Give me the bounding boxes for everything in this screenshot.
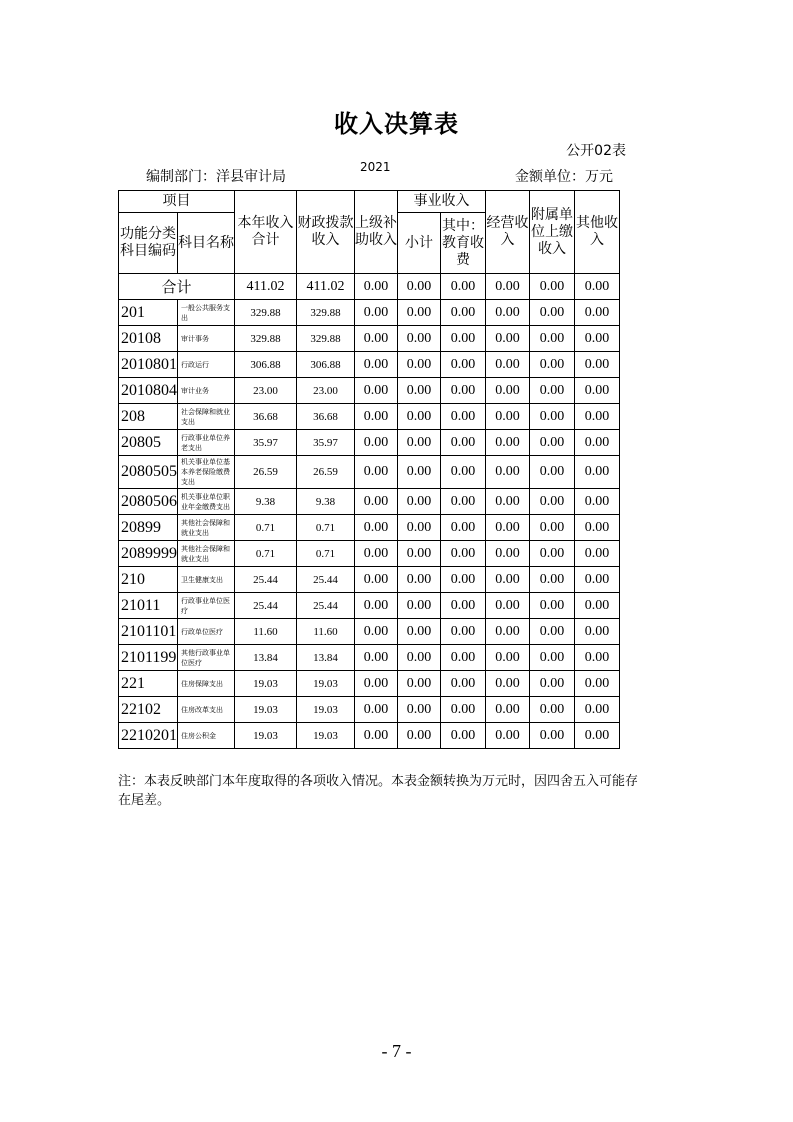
row-value: 0.00 xyxy=(398,456,441,489)
table-row xyxy=(119,326,620,352)
row-value: 0.00 xyxy=(575,326,620,352)
row-value: 0.00 xyxy=(530,326,575,352)
row-value: 0.00 xyxy=(398,352,441,378)
row-value: 0.00 xyxy=(441,671,486,697)
table-row xyxy=(119,300,620,326)
row-name: 住房公积金 xyxy=(178,723,235,749)
row-value: 0.00 xyxy=(575,456,620,489)
row-value: 0.00 xyxy=(486,326,530,352)
row-value: 25.44 xyxy=(235,593,297,619)
row-value: 0.00 xyxy=(486,378,530,404)
table-row xyxy=(119,593,620,619)
row-value: 0.00 xyxy=(441,404,486,430)
total-value: 0.00 xyxy=(530,274,575,300)
row-value: 19.03 xyxy=(235,671,297,697)
row-name: 机关事业单位职业年金缴费支出 xyxy=(178,489,235,515)
total-row xyxy=(119,274,620,300)
table-row xyxy=(119,697,620,723)
total-value: 0.00 xyxy=(355,274,398,300)
row-value: 0.00 xyxy=(441,430,486,456)
footnote: 注：本表反映部门本年度取得的各项收入情况。本表金额转换为万元时，因四舍五入可能存在尾差。 xyxy=(118,774,639,808)
row-value: 0.00 xyxy=(530,352,575,378)
row-value: 0.00 xyxy=(575,404,620,430)
row-value: 0.00 xyxy=(530,404,575,430)
table-row xyxy=(119,723,620,749)
row-name: 机关事业单位基本养老保险缴费支出 xyxy=(178,456,235,489)
row-value: 0.00 xyxy=(398,378,441,404)
row-value: 0.71 xyxy=(235,515,297,541)
row-code: 210 xyxy=(119,567,178,593)
row-value: 19.03 xyxy=(297,697,355,723)
row-value: 0.00 xyxy=(355,671,398,697)
row-value: 0.00 xyxy=(441,300,486,326)
row-value: 19.03 xyxy=(297,723,355,749)
row-code: 2101199 xyxy=(119,645,178,671)
total-value: 411.02 xyxy=(297,274,355,300)
row-value: 35.97 xyxy=(297,430,355,456)
total-value: 0.00 xyxy=(398,274,441,300)
row-value: 0.00 xyxy=(486,404,530,430)
row-value: 0.00 xyxy=(530,723,575,749)
row-value: 35.97 xyxy=(235,430,297,456)
header-total-income: 本年收入合计 xyxy=(235,191,297,274)
row-value: 0.00 xyxy=(486,430,530,456)
row-value: 0.00 xyxy=(398,645,441,671)
row-value: 0.00 xyxy=(575,489,620,515)
total-label: 合计 xyxy=(119,274,235,300)
total-value: 0.00 xyxy=(486,274,530,300)
table-row xyxy=(119,404,620,430)
table-row xyxy=(119,541,620,567)
row-value: 0.00 xyxy=(530,378,575,404)
row-value: 0.00 xyxy=(441,645,486,671)
row-code: 2080506 xyxy=(119,489,178,515)
row-value: 0.00 xyxy=(575,593,620,619)
row-code: 20805 xyxy=(119,430,178,456)
row-code: 2080505 xyxy=(119,456,178,489)
header-project: 项目 xyxy=(119,191,235,213)
row-name: 审计业务 xyxy=(178,378,235,404)
total-value: 0.00 xyxy=(441,274,486,300)
total-value: 411.02 xyxy=(235,274,297,300)
header-business: 事业收入 xyxy=(398,191,486,213)
row-value: 0.00 xyxy=(441,515,486,541)
row-value: 0.00 xyxy=(398,671,441,697)
row-value: 329.88 xyxy=(235,300,297,326)
row-value: 0.00 xyxy=(486,541,530,567)
row-code: 201 xyxy=(119,300,178,326)
row-name: 一般公共服务支出 xyxy=(178,300,235,326)
row-value: 11.60 xyxy=(235,619,297,645)
row-value: 25.44 xyxy=(235,567,297,593)
row-code: 208 xyxy=(119,404,178,430)
row-value: 0.00 xyxy=(575,300,620,326)
row-value: 329.88 xyxy=(297,300,355,326)
row-value: 0.00 xyxy=(355,515,398,541)
row-name: 行政事业单位医疗 xyxy=(178,593,235,619)
row-value: 9.38 xyxy=(235,489,297,515)
row-value: 0.00 xyxy=(530,515,575,541)
row-value: 0.00 xyxy=(398,404,441,430)
row-value: 0.00 xyxy=(486,697,530,723)
row-value: 0.00 xyxy=(441,489,486,515)
row-value: 0.71 xyxy=(235,541,297,567)
row-value: 0.00 xyxy=(486,515,530,541)
row-value: 0.00 xyxy=(355,723,398,749)
row-value: 0.00 xyxy=(398,619,441,645)
row-name: 行政单位医疗 xyxy=(178,619,235,645)
row-value: 0.00 xyxy=(486,567,530,593)
row-value: 0.00 xyxy=(441,326,486,352)
row-value: 0.00 xyxy=(441,352,486,378)
row-value: 0.00 xyxy=(355,378,398,404)
row-value: 0.00 xyxy=(355,567,398,593)
row-value: 0.00 xyxy=(355,619,398,645)
row-name: 行政事业单位养老支出 xyxy=(178,430,235,456)
row-value: 0.00 xyxy=(441,593,486,619)
row-code: 2010804 xyxy=(119,378,178,404)
row-value: 0.00 xyxy=(530,671,575,697)
row-value: 0.00 xyxy=(355,404,398,430)
row-value: 0.00 xyxy=(355,300,398,326)
table-row xyxy=(119,619,620,645)
row-code: 2010801 xyxy=(119,352,178,378)
header-func-code: 功能分类科目编码 xyxy=(119,213,178,274)
row-value: 0.00 xyxy=(486,671,530,697)
row-name: 行政运行 xyxy=(178,352,235,378)
row-name: 审计事务 xyxy=(178,326,235,352)
header-subtotal: 小计 xyxy=(398,213,441,274)
row-value: 0.00 xyxy=(355,541,398,567)
row-value: 0.00 xyxy=(486,352,530,378)
row-code: 20899 xyxy=(119,515,178,541)
row-code: 2089999 xyxy=(119,541,178,567)
row-value: 0.00 xyxy=(575,352,620,378)
row-value: 0.00 xyxy=(398,593,441,619)
row-value: 36.68 xyxy=(235,404,297,430)
row-value: 0.00 xyxy=(530,456,575,489)
row-value: 0.00 xyxy=(575,671,620,697)
row-value: 0.00 xyxy=(575,430,620,456)
row-value: 0.00 xyxy=(575,567,620,593)
page-number: - 7 - xyxy=(381,1041,412,1061)
row-value: 306.88 xyxy=(235,352,297,378)
row-value: 0.00 xyxy=(355,352,398,378)
row-value: 0.00 xyxy=(486,593,530,619)
header-affiliated: 附属单位上缴收入 xyxy=(530,191,575,274)
row-value: 0.00 xyxy=(530,430,575,456)
row-name: 社会保障和就业支出 xyxy=(178,404,235,430)
row-value: 23.00 xyxy=(235,378,297,404)
table-row xyxy=(119,567,620,593)
row-value: 0.00 xyxy=(398,489,441,515)
row-name: 住房改革支出 xyxy=(178,697,235,723)
row-name: 其他社会保障和就业支出 xyxy=(178,515,235,541)
row-value: 13.84 xyxy=(235,645,297,671)
row-value: 26.59 xyxy=(235,456,297,489)
row-value: 0.00 xyxy=(355,489,398,515)
table-row xyxy=(119,430,620,456)
row-value: 0.00 xyxy=(486,723,530,749)
row-value: 329.88 xyxy=(297,326,355,352)
row-value: 0.71 xyxy=(297,541,355,567)
page-title: 收入决算表 xyxy=(334,110,459,138)
table-code: 公开02表 xyxy=(566,143,626,159)
row-name: 其他社会保障和就业支出 xyxy=(178,541,235,567)
row-value: 329.88 xyxy=(235,326,297,352)
row-value: 0.00 xyxy=(441,456,486,489)
row-code: 2101101 xyxy=(119,619,178,645)
row-value: 0.00 xyxy=(355,326,398,352)
header-education-fee: 其中：教育收费 xyxy=(441,213,486,274)
row-value: 0.00 xyxy=(486,645,530,671)
row-value: 0.00 xyxy=(530,300,575,326)
row-value: 0.00 xyxy=(441,619,486,645)
row-value: 0.00 xyxy=(398,697,441,723)
table-row xyxy=(119,671,620,697)
year-label: 2021 xyxy=(360,160,391,174)
row-name: 卫生健康支出 xyxy=(178,567,235,593)
row-value: 0.00 xyxy=(530,645,575,671)
row-value: 0.00 xyxy=(486,619,530,645)
header-subject-name: 科目名称 xyxy=(178,213,235,274)
row-value: 0.00 xyxy=(575,645,620,671)
row-code: 20108 xyxy=(119,326,178,352)
org-label: 编制部门：洋县审计局 xyxy=(146,169,286,185)
header-upper-subsidy: 上级补助收入 xyxy=(355,191,398,274)
row-name: 住房保障支出 xyxy=(178,671,235,697)
row-value: 0.00 xyxy=(355,697,398,723)
row-value: 0.00 xyxy=(575,723,620,749)
row-value: 26.59 xyxy=(297,456,355,489)
row-value: 0.00 xyxy=(530,489,575,515)
row-value: 13.84 xyxy=(297,645,355,671)
row-value: 0.00 xyxy=(398,326,441,352)
row-value: 0.00 xyxy=(441,378,486,404)
row-value: 19.03 xyxy=(297,671,355,697)
income-table xyxy=(118,190,620,749)
table-row xyxy=(119,645,620,671)
row-value: 36.68 xyxy=(297,404,355,430)
table-row xyxy=(119,352,620,378)
row-value: 11.60 xyxy=(297,619,355,645)
row-value: 0.00 xyxy=(575,619,620,645)
table-row xyxy=(119,515,620,541)
row-value: 0.00 xyxy=(530,697,575,723)
row-name: 其他行政事业单位医疗 xyxy=(178,645,235,671)
row-value: 0.00 xyxy=(486,456,530,489)
row-value: 0.00 xyxy=(398,567,441,593)
row-value: 0.71 xyxy=(297,515,355,541)
row-value: 0.00 xyxy=(486,489,530,515)
row-value: 0.00 xyxy=(355,456,398,489)
row-value: 0.00 xyxy=(486,300,530,326)
row-code: 221 xyxy=(119,671,178,697)
row-code: 21011 xyxy=(119,593,178,619)
row-value: 0.00 xyxy=(441,567,486,593)
header-other: 其他收入 xyxy=(575,191,620,274)
header-operating: 经营收入 xyxy=(486,191,530,274)
table-row xyxy=(119,378,620,404)
row-value: 25.44 xyxy=(297,567,355,593)
row-value: 0.00 xyxy=(398,723,441,749)
row-value: 0.00 xyxy=(530,541,575,567)
row-value: 0.00 xyxy=(575,697,620,723)
row-value: 23.00 xyxy=(297,378,355,404)
row-value: 19.03 xyxy=(235,723,297,749)
row-value: 9.38 xyxy=(297,489,355,515)
row-value: 306.88 xyxy=(297,352,355,378)
table-row xyxy=(119,456,620,489)
row-value: 0.00 xyxy=(441,541,486,567)
row-code: 2210201 xyxy=(119,723,178,749)
header-fiscal: 财政拨款收入 xyxy=(297,191,355,274)
row-value: 0.00 xyxy=(355,430,398,456)
unit-label: 金额单位：万元 xyxy=(515,169,613,185)
row-value: 0.00 xyxy=(398,430,441,456)
row-code: 22102 xyxy=(119,697,178,723)
row-value: 0.00 xyxy=(398,541,441,567)
row-value: 0.00 xyxy=(355,645,398,671)
row-value: 0.00 xyxy=(441,697,486,723)
table-row xyxy=(119,489,620,515)
row-value: 0.00 xyxy=(530,593,575,619)
row-value: 0.00 xyxy=(530,567,575,593)
row-value: 0.00 xyxy=(441,723,486,749)
row-value: 0.00 xyxy=(355,593,398,619)
row-value: 19.03 xyxy=(235,697,297,723)
row-value: 0.00 xyxy=(398,515,441,541)
row-value: 0.00 xyxy=(530,619,575,645)
total-value: 0.00 xyxy=(575,274,620,300)
row-value: 0.00 xyxy=(575,541,620,567)
row-value: 0.00 xyxy=(575,515,620,541)
row-value: 25.44 xyxy=(297,593,355,619)
row-value: 0.00 xyxy=(575,378,620,404)
row-value: 0.00 xyxy=(398,300,441,326)
